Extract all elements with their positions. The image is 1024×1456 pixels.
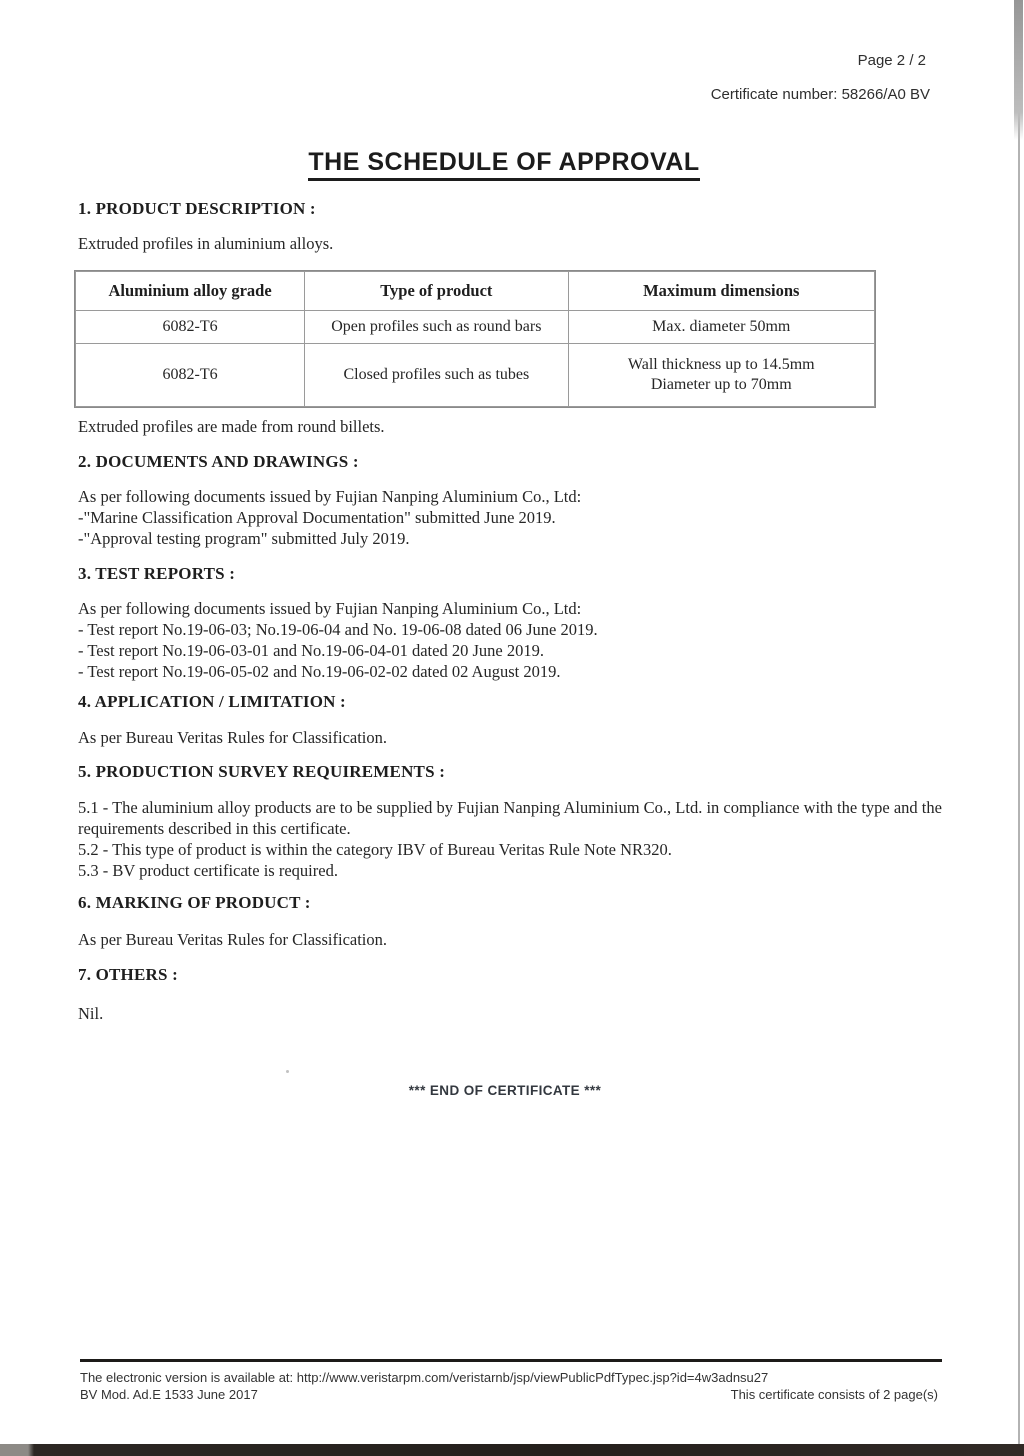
application-body: As per Bureau Veritas Rules for Classification. (78, 728, 388, 747)
documents-line: -"Approval testing program" submitted July 2019. (78, 529, 410, 548)
cell-max-dimensions: Max. diameter 50mm (568, 311, 874, 344)
product-table-wrapper (75, 271, 875, 407)
test-reports-paragraph (78, 598, 950, 682)
cell-alloy-grade: 6082-T6 (76, 311, 305, 344)
section-heading-documents: 2. DOCUMENTS AND DRAWINGS : (78, 452, 359, 471)
section-heading-test-reports: 3. TEST REPORTS : (78, 564, 236, 583)
scan-edge-bottom (0, 1444, 1024, 1456)
footer-page-count: This certificate consists of 2 page(s) (730, 1387, 938, 1402)
production-survey-paragraph (78, 797, 950, 881)
documents-paragraph (78, 486, 950, 549)
cell-product-type: Open profiles such as round bars (305, 311, 568, 344)
table-header-max-dimensions: Maximum dimensions (568, 272, 874, 311)
max-dimension-line: Wall thickness up to 14.5mm (627, 356, 815, 373)
footer-form-reference: BV Mod. Ad.E 1533 June 2017 (80, 1387, 258, 1402)
table-header-alloy-grade: Aluminium alloy grade (76, 272, 305, 311)
footer-divider (80, 1359, 942, 1362)
table-row (76, 311, 875, 344)
section-heading-product-description: 1. PRODUCT DESCRIPTION : (78, 199, 316, 218)
section-heading-others: 7. OTHERS : (78, 965, 178, 984)
test-report-line: - Test report No.19-06-05-02 and No.19-06-02-02 dated 02 August 2019. (78, 662, 561, 681)
documents-line: As per following documents issued by Fujian Nanping Aluminium Co., Ltd: (78, 487, 582, 506)
test-report-line: As per following documents issued by Fujian Nanping Aluminium Co., Ltd: (78, 599, 582, 618)
table-row (76, 344, 875, 407)
product-table (75, 271, 875, 407)
section-heading-production-survey: 5. PRODUCTION SURVEY REQUIREMENTS : (78, 762, 446, 781)
production-survey-item: 5.1 - The aluminium alloy products are to be supplied by Fujian Nanping Aluminium Co., Ltd. in compliance with the type and the requirements described in this certificate. (78, 798, 942, 838)
section-heading-marking: 6. MARKING OF PRODUCT : (78, 893, 311, 912)
document-title-text: THE SCHEDULE OF APPROVAL (308, 148, 699, 181)
page-indicator: Page 2 / 2 (857, 52, 926, 69)
test-report-line: - Test report No.19-06-03; No.19-06-04 and No. 19-06-08 dated 06 June 2019. (78, 620, 598, 639)
cell-max-dimensions (568, 344, 874, 407)
scan-edge-right-top (1014, 0, 1023, 140)
product-description-intro: Extruded profiles in aluminium alloys. (78, 234, 334, 253)
production-survey-item: 5.3 - BV product certificate is required. (78, 861, 338, 880)
certificate-number: Certificate number: 58266/A0 BV (710, 86, 930, 103)
production-survey-item: 5.2 - This type of product is within the category IBV of Bureau Veritas Rule Note NR320. (78, 840, 672, 859)
section-heading-application: 4. APPLICATION / LIMITATION : (78, 692, 346, 711)
cell-product-type: Closed profiles such as tubes (305, 344, 568, 407)
document-title (0, 148, 1008, 177)
table-header-row (76, 272, 875, 311)
cell-alloy-grade: 6082-T6 (76, 344, 305, 407)
scan-edge-right (1018, 0, 1020, 1456)
scan-speck (286, 1070, 289, 1073)
max-dimension-line: Diameter up to 70mm (650, 376, 792, 393)
table-header-product-type: Type of product (305, 272, 568, 311)
test-report-line: - Test report No.19-06-03-01 and No.19-06-04-01 dated 20 June 2019. (78, 641, 544, 660)
documents-line: -"Marine Classification Approval Documentation" submitted June 2019. (78, 508, 556, 527)
product-description-note: Extruded profiles are made from round billets. (78, 417, 385, 436)
marking-body: As per Bureau Veritas Rules for Classification. (78, 930, 388, 949)
footer-electronic-version: The electronic version is available at: http://www.veristarpm.com/veristarnb/jsp/viewPublicPdfTypec.jsp?id=4w3adnsu27 (80, 1370, 769, 1385)
end-of-certificate-marker: *** END OF CERTIFICATE *** (408, 1083, 602, 1098)
others-body: Nil. (78, 1004, 104, 1023)
